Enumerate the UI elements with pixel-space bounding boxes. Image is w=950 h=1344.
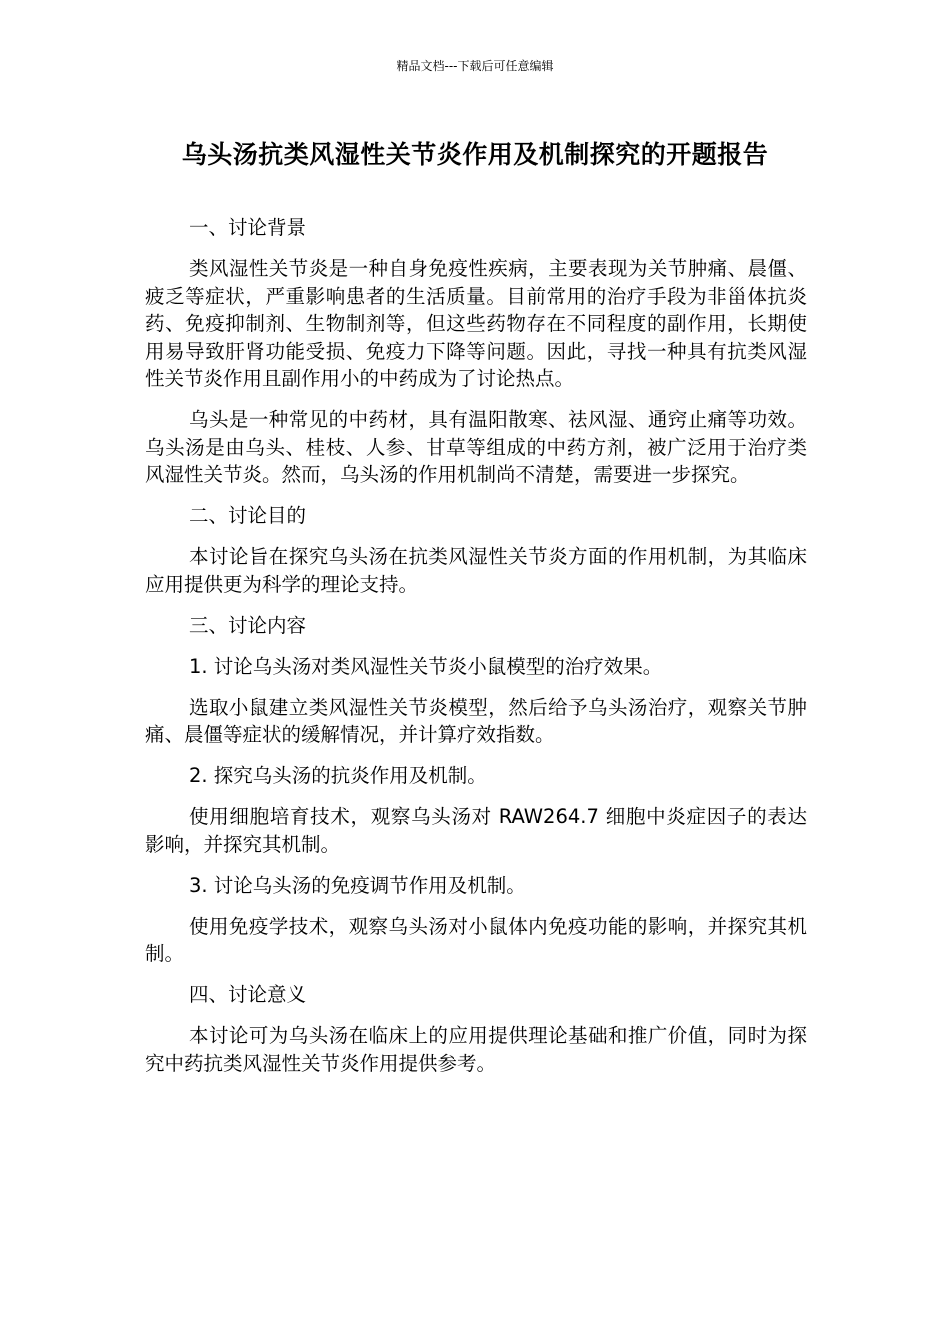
content-item-2: 2. 探究乌头汤的抗炎作用及机制。 [189, 764, 487, 787]
content-item-2-detail: 使用细胞培育技术，观察乌头汤对 RAW264.7 细胞中炎症因子的表达影响，并探究其机制。 [145, 805, 807, 856]
section-heading-background: 一、讨论背景 [189, 216, 307, 239]
paragraph-significance: 本讨论可为乌头汤在临床上的应用提供理论基础和推广价值，同时为探究中药抗类风湿性关节炎作用提供参考。 [145, 1024, 807, 1075]
section-heading-purpose: 二、讨论目的 [189, 504, 307, 527]
page-header-note: 精品文档---下载后可任意编辑 [396, 59, 554, 73]
paragraph-background-1: 类风湿性关节炎是一种自身免疫性疾病，主要表现为关节肿痛、晨僵、疲乏等症状，严重影响患者的生活质量。目前常用的治疗手段为非甾体抗炎药、免疫抑制剂、生物制剂等，但这些药物存在不同程度的副作用，长期使用易导致肝肾功能受损、免疫力下降等问题。因此，寻找一种具有抗类风湿性关节炎作用且副作用小的中药成为了讨论热点。 [145, 257, 807, 390]
document-title: 乌头汤抗类风湿性关节炎作用及机制探究的开题报告 [181, 140, 769, 169]
content-item-1-detail: 选取小鼠建立类风湿性关节炎模型，然后给予乌头汤治疗，观察关节肿痛、晨僵等症状的缓解情况，并计算疗效指数。 [145, 695, 807, 746]
paragraph-purpose: 本讨论旨在探究乌头汤在抗类风湿性关节炎方面的作用机制，为其临床应用提供更为科学的理论支持。 [145, 545, 807, 596]
section-heading-significance: 四、讨论意义 [189, 983, 307, 1006]
paragraph-background-2: 乌头是一种常见的中药材，具有温阳散寒、祛风湿、通窍止痛等功效。乌头汤是由乌头、桂枝、人参、甘草等组成的中药方剂，被广泛用于治疗类风湿性关节炎。然而，乌头汤的作用机制尚不清楚，需要进一步探究。 [145, 408, 807, 486]
document-body [145, 214, 807, 1091]
section-heading-content: 三、讨论内容 [189, 613, 307, 637]
content-item-3-detail: 使用免疫学技术，观察乌头汤对小鼠体内免疫功能的影响，并探究其机制。 [145, 914, 807, 965]
content-item-3: 3. 讨论乌头汤的免疫调节作用及机制。 [189, 873, 526, 897]
content-item-1: 1. 讨论乌头汤对类风湿性关节炎小鼠模型的治疗效果。 [189, 654, 663, 678]
